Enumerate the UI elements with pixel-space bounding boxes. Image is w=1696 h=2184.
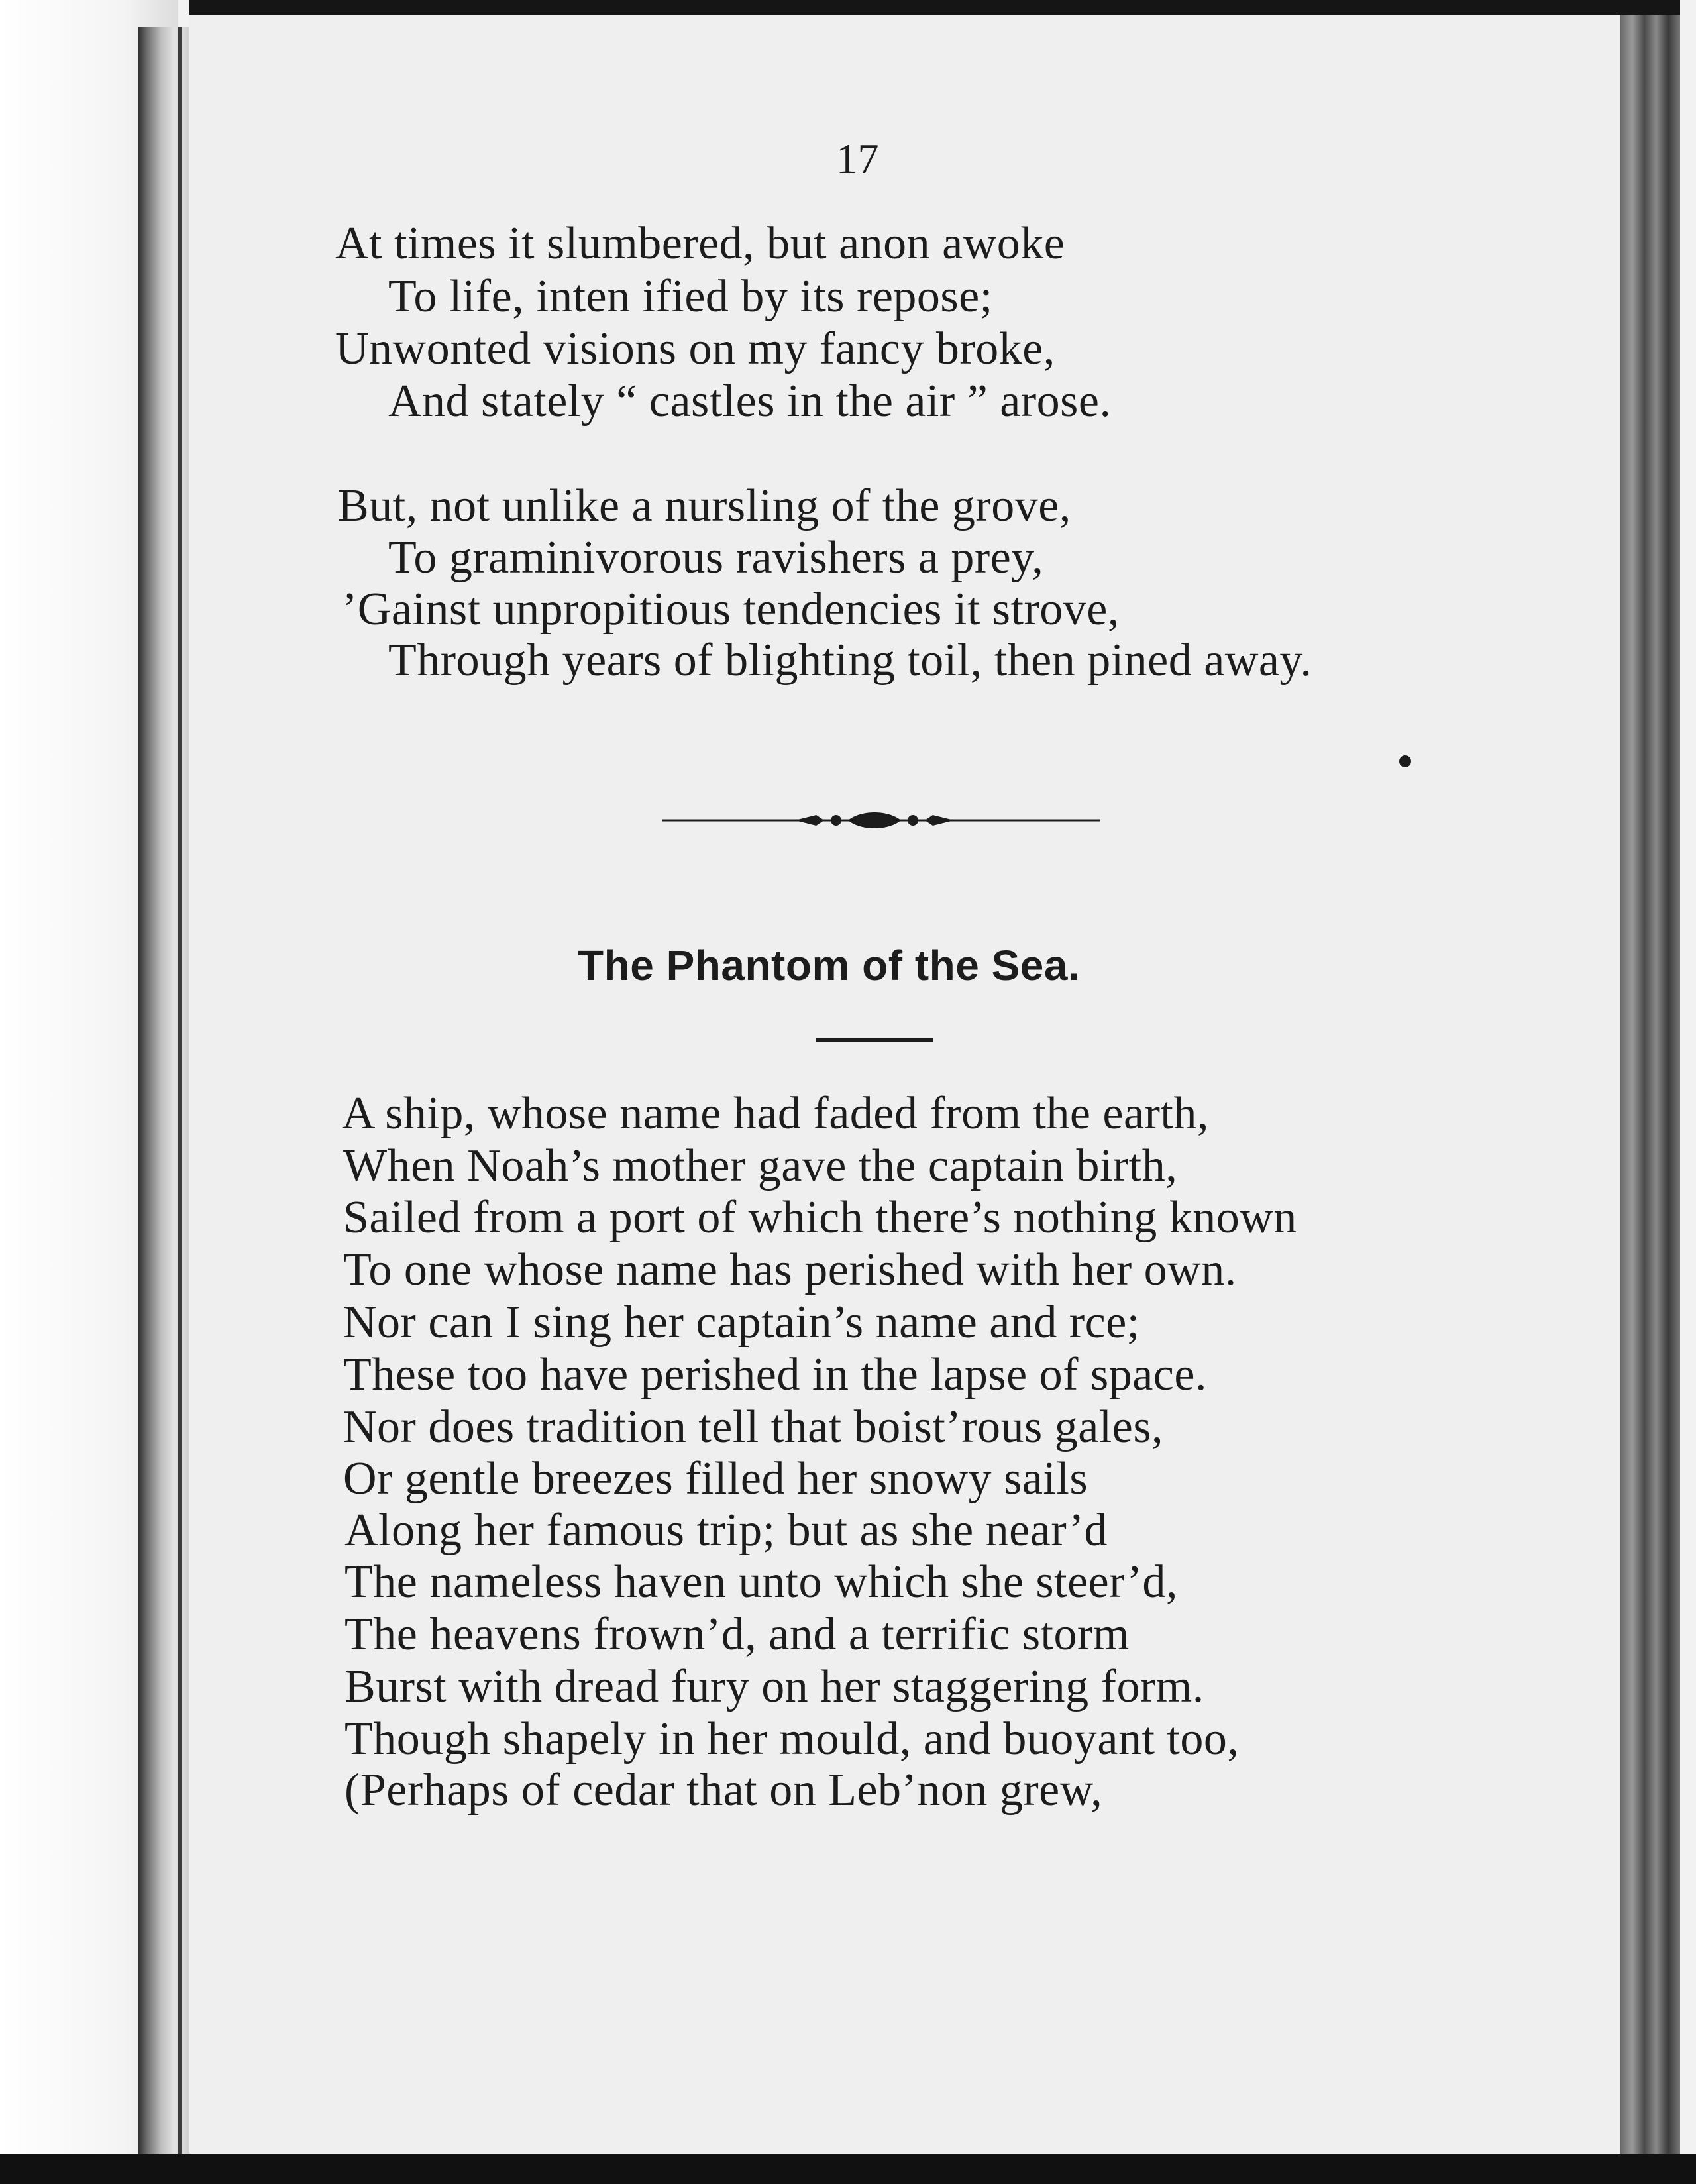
title-rule	[816, 1038, 933, 1042]
poem-line: Though shapely in her mould, and buoyant too,	[344, 1714, 1240, 1765]
book-gutter	[138, 27, 189, 2154]
poem-line: ’Gainst unpropitious tendencies it strove,	[342, 584, 1120, 635]
poem-line: Unwonted visions on my fancy broke,	[335, 323, 1055, 374]
poem-line: These too have perished in the lapse of space.	[343, 1349, 1207, 1400]
poem-line: The heavens frown’d, and a terrific storm	[344, 1609, 1130, 1660]
poem-line: The nameless haven unto which she steer’d,	[344, 1556, 1178, 1608]
poem-line: (Perhaps of cedar that on Leb’non grew,	[344, 1765, 1103, 1816]
gutter-shadow	[178, 27, 182, 2154]
poem-line: Through years of blighting toil, then pined away.	[388, 635, 1312, 686]
poem-line: Burst with dread fury on her staggering form.	[344, 1661, 1204, 1712]
ink-speck	[1399, 755, 1411, 767]
scan-border-top	[189, 0, 1680, 15]
poem-line: Along her famous trip; but as she near’d	[344, 1505, 1108, 1556]
poem-line: Or gentle breezes filled her snowy sails	[343, 1453, 1088, 1504]
poem-line: But, not unlike a nursling of the grove,	[338, 480, 1071, 531]
section-ornament	[662, 800, 1100, 840]
poem-line: And stately “ castles in the air ” arose.	[388, 376, 1112, 427]
page-stack-edge	[1620, 13, 1680, 2160]
poem-line: A ship, whose name had faded from the earth,	[342, 1088, 1209, 1139]
poem-title: The Phantom of the Sea.	[578, 942, 1081, 989]
poem-line: To one whose name has perished with her own.	[343, 1244, 1237, 1295]
poem-line: At times it slumbered, but anon awoke	[335, 218, 1065, 269]
poem-line: Nor does tradition tell that boist’rous gales,	[343, 1401, 1164, 1452]
poem-line: Nor can I sing her captain’s name and rce;	[343, 1297, 1140, 1348]
poem-line: When Noah’s mother gave the captain birth,	[343, 1140, 1178, 1191]
poem-line: To graminivorous ravishers a prey,	[388, 532, 1044, 583]
poem-line: To life, inten ified by its repose;	[388, 271, 993, 322]
scan-border-bottom	[0, 2154, 1696, 2184]
poem-line: Sailed from a port of which there’s nothing known	[343, 1192, 1297, 1243]
page-number: 17	[836, 135, 879, 182]
